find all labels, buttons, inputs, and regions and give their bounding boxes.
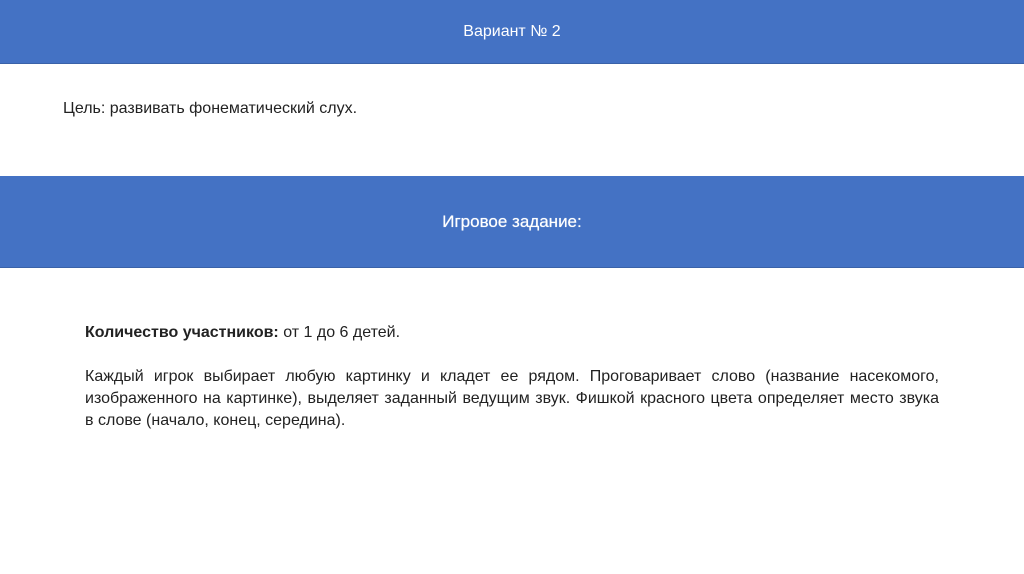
section-title: Игровое задание:	[442, 211, 582, 231]
participants-line	[85, 322, 939, 344]
goal-text: Цель: развивать фонематический слух.	[63, 100, 358, 117]
participants-value: от 1 до 6 детей.	[278, 324, 401, 341]
header-band	[0, 0, 1024, 64]
participants-label: Количество участников:	[85, 324, 279, 341]
header-title: Вариант № 2	[463, 22, 561, 40]
task-content	[85, 322, 939, 432]
section-band	[0, 176, 1024, 268]
rules-paragraph: Каждый игрок выбирает любую картинку и кладет ее рядом. Проговаривает слово (название насекомого, изображенного на картинке), выделяет заданный ведущим звук. Фишкой красного цвета определяет место звука в слове (начало, конец, середина).	[85, 368, 939, 429]
